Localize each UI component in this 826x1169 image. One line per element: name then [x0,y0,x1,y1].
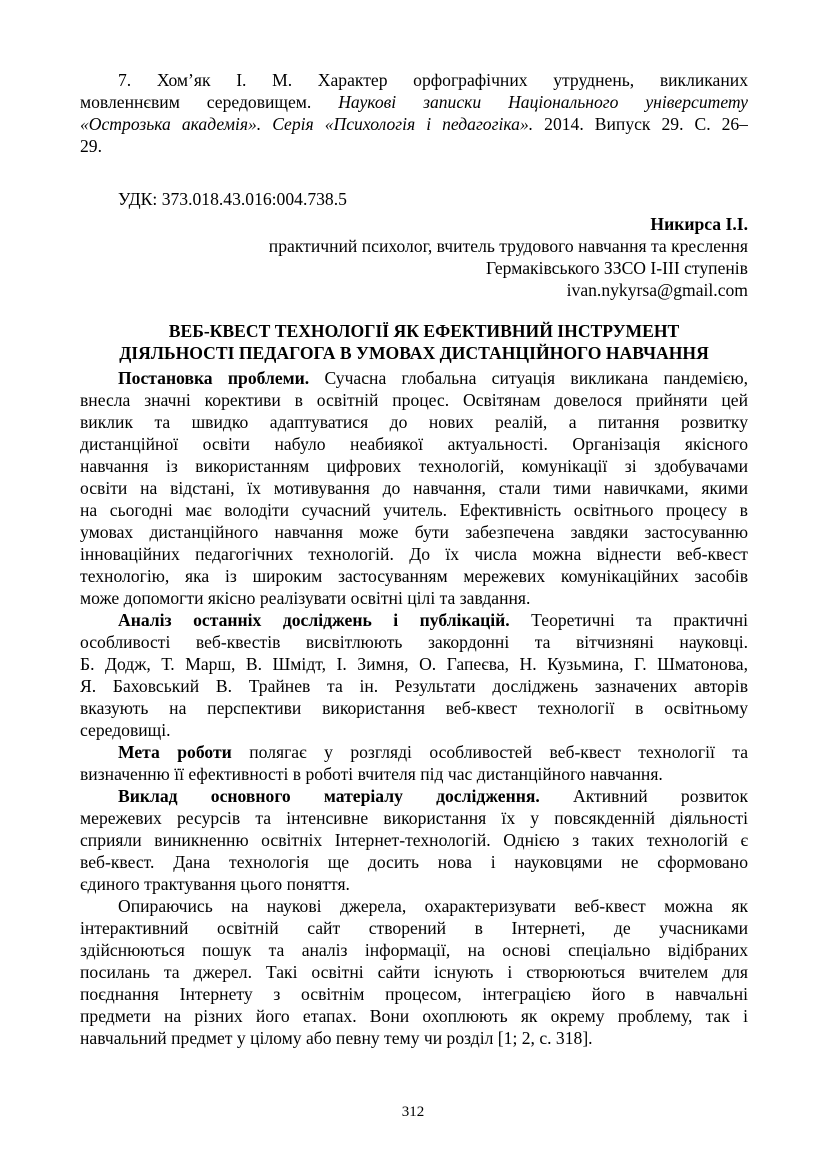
page-number: 312 [401,1104,425,1120]
paragraph-heading: Мета роботи [118,742,232,762]
paragraph-text: Теоретичні та практичні [509,610,748,630]
paragraph-line [80,543,748,565]
paragraph-line [80,829,748,851]
paragraph-line [80,565,748,587]
reference-line [80,91,748,113]
paragraph-container [80,367,748,1049]
paragraph-text: інтерактивний освітній сайт створений в Інтернеті, де учасниками [80,918,748,938]
paragraph-line [80,389,748,411]
paragraph-text: інноваційних педагогічних технологій. До їх числа можна віднести веб-квест [80,544,748,564]
paragraph-text: Б. Додж, Т. Марш, В. Шмідт, І. Зимня, О. Гапеєва, Н. Кузьмина, Г. Шматонова, [80,654,748,674]
paragraph-text: внесла значні корективи в освітній процес. Освітянам довелося прийняти цей [80,390,748,410]
udk-code [118,188,718,210]
paragraph-line [80,499,748,521]
paragraph-text: вказують на перспективи використання веб-квест технології в освітньому [80,698,748,718]
reference-text: мовленнєвим середовищем. [80,92,339,112]
author-school: Гермаківського ЗЗСО І-ІІІ ступенів [486,258,748,278]
paragraph-line [80,1027,748,1049]
paragraph-line [80,961,748,983]
paragraph-line [80,1005,748,1027]
paragraph [80,785,748,895]
paragraph-text: середовищі. [80,720,171,740]
udk-text: УДК: 373.018.43.016:004.738.5 [118,189,347,209]
paragraph-line [80,895,748,917]
paragraph-line [80,917,748,939]
paragraph-text: може допомогти якісно реалізувати освітні цілі та завдання. [80,588,531,608]
paragraph-text: навчальний предмет у цілому або певну тему чи розділ [1; 2, с. 318]. [80,1028,593,1048]
reference-text: 2014. Випуск 29. С. 26– [533,114,748,134]
paragraph-text: посилань та джерел. Такі освітні сайти існують і створюються вчителем для [80,962,748,982]
paragraph-line [80,983,748,1005]
paragraph-line [80,477,748,499]
paragraph-line [80,763,748,785]
paragraph-text: виклик та швидко адаптуватися до нових реалій, а питання розвитку [80,412,748,432]
paragraph-text: на сьогодні має володіти сучасний учитель. Ефективність освітнього процесу в [80,500,748,520]
reference-journal: «Острозька академія». Серія «Психологія і педагогіка». [80,114,534,134]
paragraph-line [80,719,748,741]
paragraph-text: технологію, яка із широким застосуванням мережевих комунікаційних засобів [80,566,748,586]
author-position: практичний психолог, вчитель трудового навчання та креслення [268,236,748,256]
paragraph-line [80,433,748,455]
paragraph-text: Я. Баховський В. Трайнев та ін. Результати досліджень зазначених авторів [80,676,748,696]
paragraph-line [80,697,748,719]
paragraph [80,367,748,609]
paragraph-text: умовах дистанційного навчання може бути забезпечена завдяки застосуванню [80,522,748,542]
paragraph-line [80,807,748,829]
paragraph-text: предмети на різних його етапах. Вони охоплюють як окрему проблему, так і [80,1006,748,1026]
paragraph-text: єдиного трактування цього поняття. [80,874,350,894]
paragraph-line [80,521,748,543]
paragraph-text: Активний розвиток [539,786,748,806]
paragraph-line [80,631,748,653]
paragraph-text: дистанційної освіти набуло неабиякої актуальності. Організація якісного [80,434,748,454]
paragraph-heading: Аналіз останніх досліджень і публікацій. [118,610,510,630]
paragraph-text: мережевих ресурсів та інтенсивне використання їх у повсякденній діяльності [80,808,748,828]
paragraph-line [80,741,748,763]
paragraph-text: навчання із використанням цифрових технологій, комунікації зі здобувачами [80,456,748,476]
author-name: Никирса І.І. [650,214,748,234]
paragraph-line [80,455,748,477]
paragraph-text: полягає у розгляді особливостей веб-квест технології та [231,742,748,762]
paragraph-line [80,609,748,631]
paragraph-line [80,367,748,389]
title-line: ДІЯЛЬНОСТІ ПЕДАГОГА В УМОВАХ ДИСТАНЦІЙНОГО НАВЧАННЯ [119,343,709,363]
paragraph-text: здійснюються пошук та аналіз інформації, на основі спеціально відібраних [80,940,748,960]
paragraph-text: визначенню її ефективності в роботі вчителя під час дистанційного навчання. [80,764,663,784]
reference-line [80,135,748,157]
paragraph-heading: Постановка проблеми. [118,368,310,388]
paragraph-line [80,675,748,697]
paragraph [80,741,748,785]
paragraph [80,895,748,1049]
paragraph-text: поєднання Інтернету з освітнім процесом, інтеграцією його в навчальні [80,984,748,1004]
author-block [80,213,748,301]
reference-journal: Наукові записки Національного університету [338,92,748,112]
paragraph-text: особливості веб-квестів висвітлюють закордонні та вітчизняні науковці. [80,632,748,652]
reference-text: 29. [80,136,102,156]
paragraph-line [80,411,748,433]
paragraph-text: освіти на відстані, їх мотивування до навчання, стали тими навичками, якими [80,478,748,498]
paragraph-line [80,785,748,807]
reference-line [80,69,748,91]
paragraph-text: веб-квест. Дана технологія ще досить нова і науковцями не сформовано [80,852,748,872]
paragraph-line [80,873,748,895]
paragraph-text: Сучасна глобальна ситуація викликана пандемією, [309,368,748,388]
paragraph-line [80,587,748,609]
reference-line [80,113,748,135]
paragraph-text: Опираючись на наукові джерела, охарактеризувати веб-квест можна як [118,896,748,916]
paragraph-text: сприяли виникненню освітніх Інтернет-технологій. Однією з таких технологій є [80,830,748,850]
reference-entry [80,69,748,157]
paragraph-line [80,939,748,961]
paragraph [80,609,748,741]
reference-text: 7. Хом’як І. М. Характер орфографічних утруднень, викликаних [118,70,748,90]
title-line: ВЕБ-КВЕСТ ТЕХНОЛОГІЇ ЯК ЕФЕКТИВНИЙ ІНСТРУМЕНТ [168,321,680,341]
article-title [80,320,748,364]
author-email: ivan.nykyrsa@gmail.com [566,280,748,300]
paragraph-line [80,653,748,675]
paragraph-line [80,851,748,873]
article-body [80,367,748,1049]
paragraph-heading: Виклад основного матеріалу дослідження. [118,786,540,806]
